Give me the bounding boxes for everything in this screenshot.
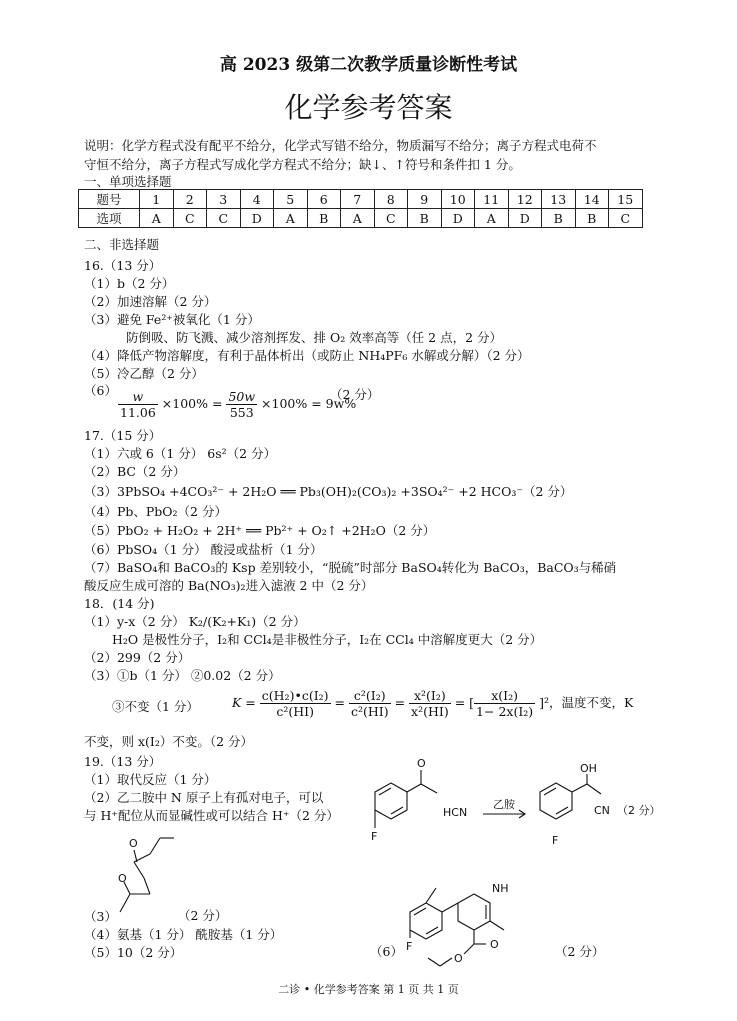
q16-answer-2: （2）加速溶解（2 分）: [84, 294, 217, 309]
q18-answer-1b: H₂O 是极性分子，I₂和 CCl₄是非极性分子，I₂在 CCl₄ 中溶解度更大（2 分）: [112, 632, 543, 647]
q16-answer-6-score: （2 分）: [330, 387, 380, 402]
q19-answer-2a: （2）乙二胺中 N 原子上有孤对电子，可以: [84, 790, 324, 805]
mc-number: 14: [575, 190, 609, 209]
fraction: $\frac{\text{x(I₂)}}{\text{1− 2x(I₂)}}$: [476, 688, 534, 719]
reagent-hcn: HCN: [443, 806, 468, 819]
mc-answer: C: [374, 209, 408, 228]
page-footer: 二诊 • 化学参考答案 第 1 页 共 1 页: [278, 983, 459, 996]
q19-answer-2b: 与 H⁺配位从而显碱性或可以结合 H⁺（2 分）: [84, 808, 339, 823]
q18-k-expression: K = $\frac{\text{c(H₂)•c(I₂)}}{\text{c²(HI)}}$ = $\frac{\text{c²(I₂)}}{\text{c²(HI)}}$ = $\frac{\text{x²(I₂)}}{\text{x²(HI)}}$ = [ $\frac{\text{x(I₂)}}{\text{1− 2x(I₂)}}$ ]²，温度不变，K: [232, 688, 634, 719]
q18-answer-3c-label: ③不变（1 分）: [112, 699, 199, 714]
q17-answer-5: （5）PbO₂ + H₂O₂ + 2H⁺ ══ Pb²⁺ + O₂↑ +2H₂O（2 分）: [84, 523, 436, 538]
q17-answer-2: （2）BC（2 分）: [84, 464, 186, 479]
q19-answer-1: （1）取代反应（1 分）: [84, 772, 217, 787]
q17-head: 17.（15 分）: [84, 428, 162, 443]
fraction: $\frac{50w}{553}$: [228, 389, 256, 420]
q17-answer-1: （1）六或 6（1 分） 6s²（2 分）: [84, 446, 277, 461]
q16-answer-6-label: （6）: [84, 383, 117, 398]
oxygen-label: O: [129, 837, 138, 850]
answer-key-title: 化学参考答案: [284, 91, 453, 124]
mc-answer: A: [341, 209, 375, 228]
mc-number: 15: [609, 190, 643, 209]
note-line-2: 守恒不给分，离子方程式写成化学方程式不给分；缺↓、↑符号和条件扣 1 分。: [84, 157, 521, 172]
mc-number: 2: [173, 190, 207, 209]
mc-number: 12: [508, 190, 542, 209]
exam-title: 高 2023 级第二次教学质量诊断性考试: [219, 55, 518, 75]
q19-answer-3-score: （2 分）: [178, 908, 228, 923]
mc-answer: A: [140, 209, 174, 228]
q16-answer-3b: 防倒吸、防飞溅、减少溶剂挥发、排 O₂ 效率高等（任 2 点，2 分）: [126, 330, 503, 345]
fraction: $\frac{\text{c(H₂)•c(I₂)}}{\text{c²(HI)}}$: [261, 688, 329, 719]
bond: [572, 784, 587, 792]
q19-head: 19.（13 分）: [84, 754, 162, 769]
note-line-1: 说明：化学方程式没有配平不给分，化学式写错不给分，物质漏写不给分；离子方程式电荷不: [84, 138, 597, 153]
q18-head: 18．(14 分): [84, 596, 155, 611]
mc-answer: D: [508, 209, 542, 228]
section-2-title: 二、非选择题: [84, 237, 160, 252]
fluorine-label: F: [406, 940, 413, 953]
q16-answer-3: （3）避免 Fe²⁺被氧化（1 分）: [84, 312, 260, 327]
q18-answer-3d: 不变，则 x(I₂）不变。（2 分）: [84, 734, 254, 749]
fraction: $\frac{w}{11.06}$: [120, 389, 156, 420]
bond: [587, 784, 601, 794]
mc-answer: C: [207, 209, 241, 228]
hydroxyl-label: OH: [580, 762, 597, 775]
q19-reaction-scheme: [355, 757, 661, 852]
bond: [120, 894, 130, 912]
fluorine-label: F: [552, 834, 559, 847]
mc-number: 7: [341, 190, 375, 209]
mc-answer-row: [79, 209, 643, 228]
fraction: $\frac{\text{x²(I₂)}}{\text{x²(HI)}}$: [411, 688, 449, 719]
methyl-bond: [426, 888, 436, 903]
q16-answer-1: （1）b（2 分）: [84, 276, 175, 291]
bond: [442, 903, 458, 912]
fluorine-label: F: [371, 830, 378, 843]
mc-answer: B: [542, 209, 576, 228]
mc-number: 10: [441, 190, 475, 209]
bond: [407, 784, 421, 792]
rxn-score: （2 分）: [617, 804, 661, 817]
mc-answer: A: [274, 209, 308, 228]
q17-answer-7a: （7）BaSO₄和 BaCO₃的 Ksp 差别较小，“脱硫”时部分 BaSO₄转化为 BaCO₃，BaCO₃与稀硝: [84, 560, 617, 575]
q18-answer-1: （1）y-x（2 分） K₂/(K₂+K₁)（2 分）: [84, 614, 306, 629]
mc-answer: C: [609, 209, 643, 228]
q19-structure-6: [400, 870, 550, 970]
mc-answer-table: [78, 189, 643, 228]
oxygen-label: O: [417, 757, 426, 770]
mc-answer: A: [475, 209, 509, 228]
mc-number: 13: [542, 190, 576, 209]
mc-number: 11: [475, 190, 509, 209]
mc-number: 3: [207, 190, 241, 209]
mc-row-label: 题号: [79, 190, 140, 209]
mc-answer: B: [307, 209, 341, 228]
mc-number: 9: [408, 190, 442, 209]
methyl-bond: [490, 921, 504, 930]
reaction-condition: 乙胺: [493, 798, 515, 811]
mc-answer: B: [575, 209, 609, 228]
mc-row-label: 选项: [79, 209, 140, 228]
q19-answer-3: （3）: [84, 909, 117, 924]
bond: [144, 878, 150, 894]
mc-answer: C: [173, 209, 207, 228]
oxygen-label: O: [490, 938, 499, 951]
q19-answer-5: （5）10（2 分）: [84, 945, 183, 960]
q17-answer-3: （3）3PbSO₄ +4CO₃²⁻ + 2H₂O ══ Pb₃(OH)₂(CO₃)₂ +3SO₄²⁻ +2 HCO₃⁻（2 分）: [84, 484, 573, 499]
q16-head: 16.（13 分）: [84, 258, 162, 273]
mc-answer: B: [408, 209, 442, 228]
section-1-title: 一、单项选择题: [84, 174, 172, 189]
q17-answer-7b: 酸反应生成可溶的 Ba(NO₃)₂进入滤液 2 中（2 分）: [84, 578, 374, 593]
q16-answer-5: （5）冷乙醇（2 分）: [84, 366, 204, 381]
mc-number: 6: [307, 190, 341, 209]
fraction: $\frac{\text{c²(I₂)}}{\text{c²(HI)}}$: [350, 688, 389, 719]
mc-number-row: [79, 190, 643, 209]
nitrile-label: CN: [594, 804, 610, 817]
q19-answer-4: （4）氨基（1 分） 酰胺基（1 分）: [84, 927, 283, 942]
ester-bond: [464, 944, 474, 954]
mc-answer: D: [240, 209, 274, 228]
bond: [428, 958, 440, 966]
bond: [421, 784, 437, 793]
bond: [150, 838, 160, 854]
q17-answer-6: （6）PbSO₄（1 分） 酸浸或盐析（1 分）: [84, 542, 323, 557]
q16-formula: $\frac{w}{11.06}$ ×100% = $\frac{50w}{553}$ ×100% = 9w%: [120, 389, 357, 420]
q18-answer-2: （2）299（2 分）: [84, 650, 191, 665]
mc-number: 8: [374, 190, 408, 209]
nh-label: NH: [492, 882, 509, 895]
oxygen-label: O: [118, 872, 127, 885]
q18-answer-3: （3）①b（1 分） ②0.02（2 分）: [84, 668, 281, 683]
mc-number: 5: [274, 190, 308, 209]
piperidine-ring: [458, 894, 490, 930]
oxygen-label: O: [454, 952, 463, 965]
q19-answer-6: （6）: [370, 944, 403, 959]
mc-number: 1: [140, 190, 174, 209]
bond: [134, 862, 144, 878]
mc-number: 4: [240, 190, 274, 209]
bond: [440, 958, 452, 966]
q17-answer-4: （4）Pb、PbO₂（2 分）: [84, 504, 227, 519]
mc-answer: D: [441, 209, 475, 228]
q19-answer-6-score: （2 分）: [555, 944, 605, 959]
q16-answer-4: （4）降低产物溶解度，有利于晶体析出（或防止 NH₄PF₆ 水解或分解）（2 分）: [84, 348, 530, 363]
q19-structure-3: [110, 832, 190, 917]
